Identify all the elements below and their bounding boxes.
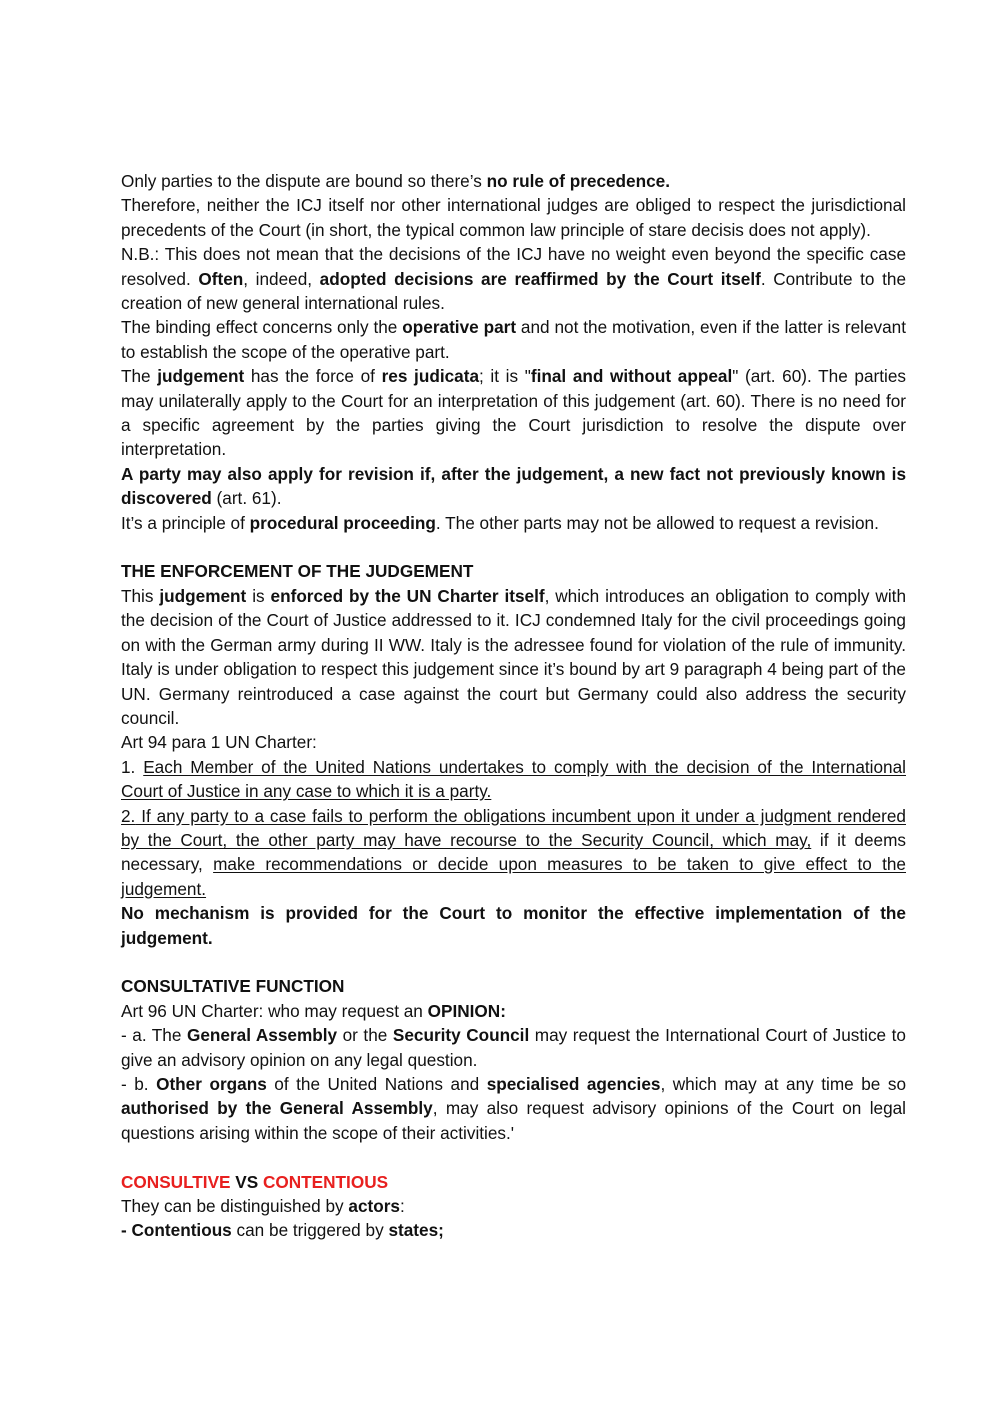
paragraph-stare-decisis [121, 193, 906, 242]
paragraph-art-94-text [121, 755, 906, 901]
text-run: - b. [121, 1074, 157, 1094]
text-run: , which may at any time be so [660, 1074, 907, 1094]
heading-enforcement: THE ENFORCEMENT OF THE JUDGEMENT [121, 561, 474, 582]
bold-run: Often [198, 268, 244, 289]
bold-run: judgement [159, 585, 247, 606]
text-run: and not the motivation, even if the latter is relevant to establish the scope of the operative part. [121, 317, 907, 362]
bold-run: Security Council [392, 1025, 530, 1046]
paragraph-item-b [121, 1072, 906, 1145]
text-run: ; it is " [479, 366, 531, 387]
text-run: can be triggered by [231, 1220, 389, 1241]
paragraph-revision [121, 462, 906, 511]
paragraph-actors [121, 1194, 906, 1218]
heading-red-run: CONTENTIOUS [262, 1171, 389, 1192]
paragraph-no-mechanism: No mechanism is provided for the Court to monitor the effective implementation of the judgement. [121, 903, 906, 948]
bold-run: adopted decisions are reaffirmed by the Court itself [319, 268, 761, 289]
text-run: - a. The [121, 1025, 187, 1046]
text-run: is [246, 585, 271, 606]
text-run: or the [337, 1025, 393, 1046]
bold-run: res judicata [381, 366, 479, 387]
text-run: The binding effect concerns only the [121, 317, 403, 338]
text-run: if it deems necessary, [121, 829, 906, 875]
blank-line [121, 535, 906, 559]
bold-run: enforced by the UN Charter itself [270, 585, 545, 606]
bold-run: operative part [402, 317, 517, 338]
text-run: , indeed, [243, 268, 320, 289]
text-run: may request the International Court of Justice to give an advisory opinion on any legal question. [121, 1025, 906, 1070]
paragraph-item-a [121, 1023, 906, 1072]
heading-consultative: CONSULTATIVE FUNCTION [121, 976, 345, 997]
underlined-run: 2. [121, 805, 136, 826]
text-run: 1. [121, 756, 144, 777]
bold-run: - Contentious [121, 1220, 232, 1241]
paragraph-res-judicata [121, 364, 906, 462]
text-run: Art 96 UN Charter: who may request an [121, 1000, 428, 1021]
text-run: of the United Nations and [266, 1074, 487, 1094]
text-run: : [400, 1196, 405, 1217]
paragraph-nb-weight [121, 242, 906, 315]
bold-run: final and without appeal [530, 366, 733, 387]
blank-line [121, 1145, 906, 1169]
text-run: . Contribute to the creation of new general international rules. [121, 268, 907, 314]
text-run: The [121, 366, 158, 387]
text-run: It’s a principle of [121, 512, 250, 533]
bold-run: General Assembly [186, 1025, 338, 1046]
paragraph-art-96 [121, 999, 906, 1023]
text-run: , which introduces an obligation to comply with the decision of the Court of Justice addressed to it. ICJ condemned Italy for the civil proceedings going on with the German army during II WW. Italy is the adressee found for violation of the rule of immunity. Italy is under obligation to respect this judgement since it’s bound by art 9 paragraph 4 being part of the UN. Germany reintroduced a case against the court but Germany could also address the security council. [121, 585, 906, 728]
paragraph-art-94: Art 94 para 1 UN Charter: [121, 732, 317, 753]
bold-run: procedural proceeding [249, 512, 436, 533]
paragraph-procedural-proceeding [121, 511, 906, 535]
text-run: " (art. 60). The parties may unilaterally apply to the Court for an interpretation of this judgement (art. 60). There is no need for a specific agreement by the parties giving the Court jurisdiction to resolve the dispute over interpretation. [121, 366, 906, 460]
heading-run: VS [230, 1171, 263, 1192]
bold-run: no rule of precedence. [486, 171, 671, 191]
blank-line [121, 950, 906, 974]
text-run: Only parties to the dispute are bound so there’s [121, 171, 487, 191]
underlined-run: make recommendations or decide upon measures to be taken to give effect to the judgement. [121, 854, 906, 899]
bold-run: judgement [157, 366, 245, 387]
bold-run: actors [348, 1196, 400, 1217]
paragraph-operative-part [121, 315, 906, 364]
text-run: They can be distinguished by [121, 1196, 349, 1217]
text-run: N.B.: This does not mean that the decisions of the ICJ have no weight even beyond the specific case resolved. [121, 244, 906, 289]
underlined-run: If any party to a case fails to perform the obligations incumbent upon it under a judgment rendered by the Court, the other party may have recourse to the Security Council, which may, [121, 805, 906, 850]
text-run: Therefore, neither the ICJ itself nor other international judges are obliged to respect the jurisdictional precedents of the Court (in short, the typical common law principle of stare decisis does not apply). [121, 195, 906, 240]
text-run: (art. 61). [211, 488, 282, 509]
paragraph-no-precedence [121, 169, 906, 193]
heading-red-run: CONSULTIVE [121, 1171, 231, 1192]
bold-run: A party may also apply for revision if, after the judgement, a new fact not previously known is discovered [121, 463, 906, 509]
underlined-run: Each Member of the United Nations undertakes to comply with the decision of the International Court of Justice in any case to which it is a party. [121, 756, 906, 802]
heading-consultive-vs-contentious [121, 1170, 906, 1194]
text-run: has the force of [244, 366, 382, 387]
bold-run: states; [388, 1220, 444, 1241]
paragraph-enforced-by-charter [121, 584, 906, 730]
bold-run: Other organs [156, 1074, 267, 1094]
document-page [121, 169, 906, 1243]
bold-run: specialised agencies [486, 1074, 661, 1094]
bold-run: authorised by the General Assembly [121, 1098, 433, 1119]
text-run: This [121, 585, 160, 606]
bold-run: OPINION: [427, 1000, 506, 1021]
paragraph-contentious-states [121, 1218, 906, 1242]
text-run: , may also request advisory opinions of the Court on legal questions arising within the scope of their activities.' [121, 1098, 907, 1143]
text-run: . The other parts may not be allowed to request a revision. [435, 512, 879, 533]
